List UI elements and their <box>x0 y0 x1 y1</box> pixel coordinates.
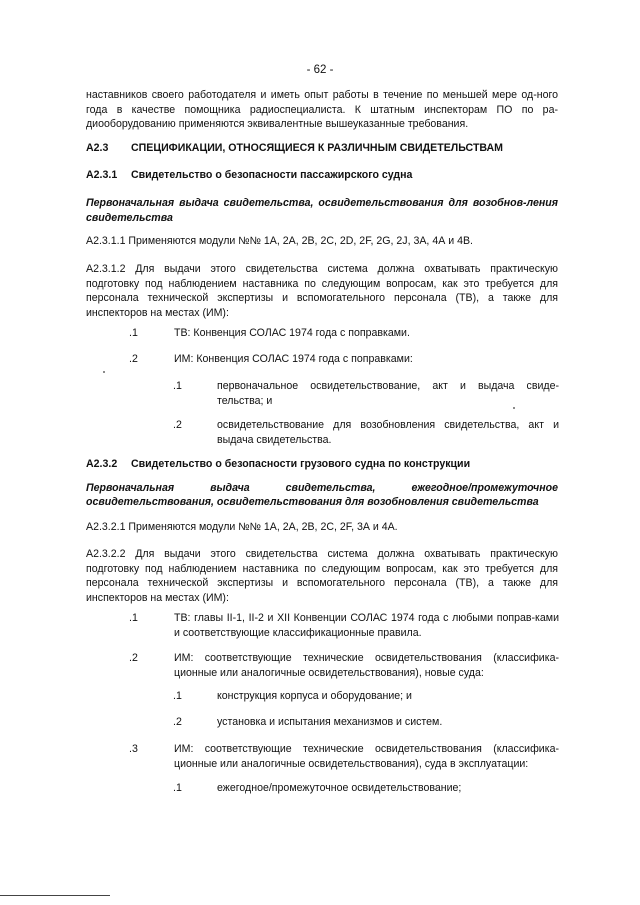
list-item-text: ТВ: Конвенция СОЛАС 1974 года с поправками. <box>174 327 410 339</box>
scan-speck <box>103 371 105 373</box>
paragraph-a2311: A2.3.1.1 Применяются модули №№ 1А, 2А, 2В, 2С, 2D, 2F, 2G, 2J, 3А, 4А и 4В. <box>86 235 473 247</box>
section-title: Свидетельство о безопасности грузового судна по конструкции <box>131 458 471 470</box>
list-item-text: ИМ: соответствующие технические освидетельствования (классифика-ционные или аналогичные освидетельствования), суда в эксплуатации: <box>174 743 559 770</box>
paragraph-a2322: A2.3.2.2 Для выдачи этого свидетельства система должна охватывать практическую подготовку под наблюдением наставника по следующим вопросам, как это требуется для персонала технической экспертизы и вспомогательного персонала (ТВ), а также для инспекторов на местах (ИМ): <box>86 548 558 604</box>
list-item-label: .1 <box>129 612 138 624</box>
sub-list-item-text: освидетельствование для возобновления свидетельства, акт и выдача свидетельства. <box>217 419 559 446</box>
sub-list-item-text: установка и испытания механизмов и систем. <box>217 716 443 728</box>
sub-list-item-label: .2 <box>173 419 182 431</box>
list-item-label: .3 <box>129 743 138 755</box>
paragraph-a2312: A2.3.1.2 Для выдачи этого свидетельства система должна охватывать практическую подготовку под наблюдением наставника по следующим вопросам, как это требуется для персонала технической экспертизы и вспомогательного персонала (ТВ), а также для инспекторов на местах (ИМ): <box>86 263 558 319</box>
list-item-text: ИМ: соответствующие технические освидетельствования (классифика-ционные или аналогичные освидетельствования), новые суда: <box>174 652 559 679</box>
section-a23-heading <box>86 141 558 156</box>
list-item-text: ТВ: главы II-1, II-2 и XII Конвенции СОЛАС 1974 года с любыми поправ-ками и соответствующие классификационные правила. <box>174 612 559 639</box>
sub-list-item-label: .1 <box>173 782 182 794</box>
sub-list-item-text: первоначальное освидетельствование, акт и выдача свиде-тельства; и <box>217 380 559 407</box>
sub-list-item-text: конструкция корпуса и оборудование; и <box>217 690 412 702</box>
paragraph-a2321: A2.3.2.1 Применяются модули №№ 1А, 2А, 2В, 2С, 2F, 3А и 4А. <box>86 521 398 533</box>
footer-rule <box>0 895 110 896</box>
sub-list-item-label: .1 <box>173 690 182 702</box>
list-item-text: ИМ: Конвенция СОЛАС 1974 года с поправками: <box>174 353 413 365</box>
section-title: Свидетельство о безопасности пассажирского судна <box>131 169 413 181</box>
page-number: - 62 - <box>306 64 334 76</box>
scan-speck <box>513 407 515 409</box>
section-a232-subtitle-line2: освидетельствования, освидетельствования для возобновления свидетельства <box>86 496 539 508</box>
section-number: A2.3 <box>86 142 109 154</box>
section-a231-heading <box>86 168 558 183</box>
list-item-label: .2 <box>129 353 138 365</box>
list-item-label: .2 <box>129 652 138 664</box>
section-number: A2.3.1 <box>86 169 118 181</box>
intro-paragraph: наставников своего работодателя и иметь опыт работы в течение по меньшей мере од-ного года в качестве помощника радиоспециалиста. К штатным инспекторам ПО по ра-диооборудованию применяются эквивалентные вышеуказанные требования. <box>86 89 558 131</box>
section-a231-subtitle: Первоначальная выдача свидетельства, освидетельствования для возобнов-ления свидетельства <box>86 197 558 224</box>
section-a232-subtitle-line1: Первоначальная выдача свидетельства, ежегодное/промежуточное <box>86 482 558 494</box>
sub-list-item-label: .1 <box>173 380 182 392</box>
section-title: СПЕЦИФИКАЦИИ, ОТНОСЯЩИЕСЯ К РАЗЛИЧНЫМ СВИДЕТЕЛЬСТВАМ <box>131 142 504 154</box>
sub-list-item-text: ежегодное/промежуточное освидетельствование; <box>217 782 462 794</box>
sub-list-item-label: .2 <box>173 716 182 728</box>
list-item-label: .1 <box>129 327 138 339</box>
section-a232-heading <box>86 457 558 472</box>
section-number: A2.3.2 <box>86 458 118 470</box>
